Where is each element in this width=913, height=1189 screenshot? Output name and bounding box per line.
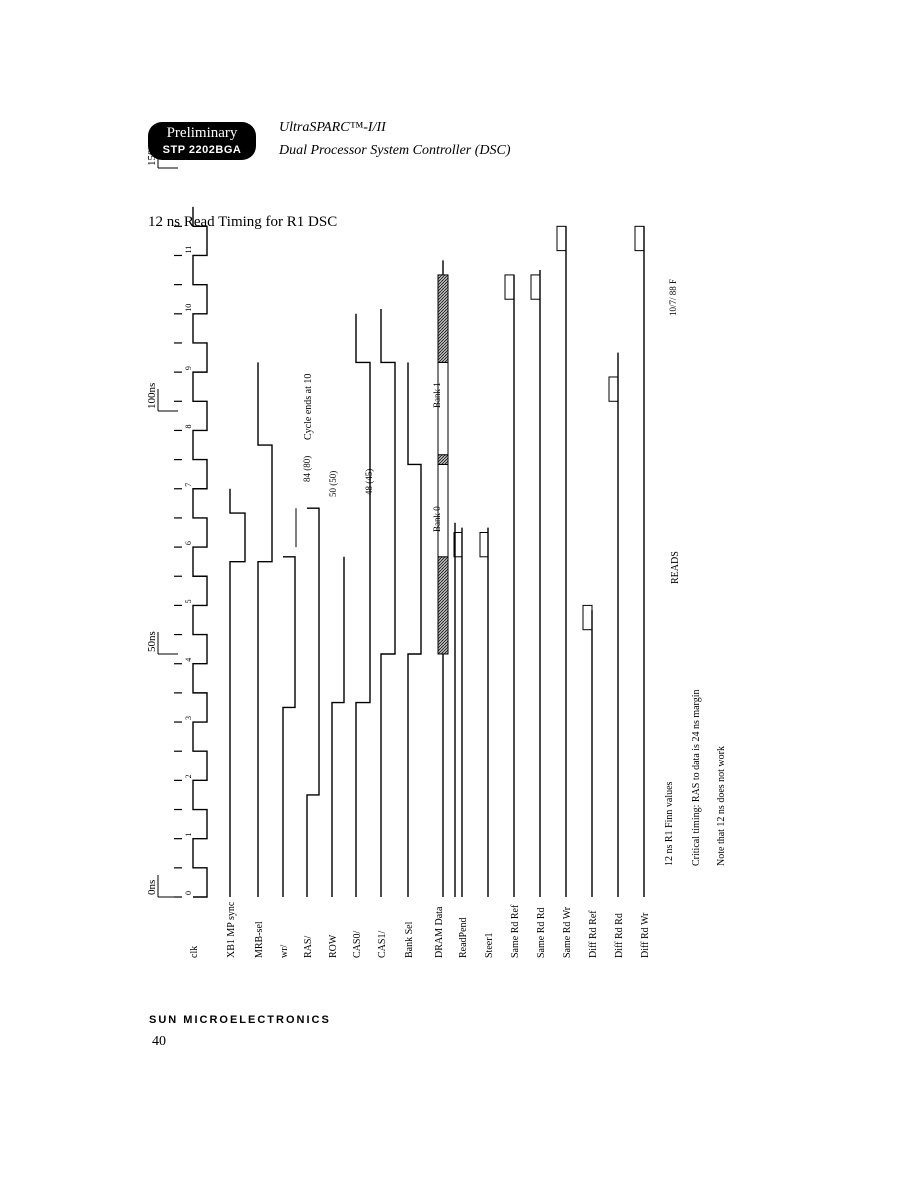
waveform-cas1: [381, 309, 395, 897]
badge-part-number: STP 2202BGA: [162, 144, 242, 156]
annotation-speed: 10/7/ 88 F: [668, 278, 678, 316]
signal-label: Bank Sel: [404, 921, 415, 958]
dram-data-hatched-segment: [438, 455, 448, 465]
signal-label: CAS1/: [377, 930, 388, 958]
cycle-number-label: 5: [184, 599, 193, 604]
waveform-wr: [283, 557, 295, 897]
signal-label: Diff Rd Rd: [614, 913, 625, 958]
signal-label: ROW: [328, 934, 339, 958]
steer1-pulse: [480, 533, 488, 557]
annotation-reads: READS: [670, 551, 681, 584]
waveform-pulse-box: [557, 226, 566, 250]
cycle-number-label: 3: [184, 716, 193, 721]
time-marker-label: 50ns: [146, 631, 158, 652]
waveform-xb1-mp-sync: [230, 489, 245, 897]
section-title: 12 ns Read Timing for R1 DSC: [148, 214, 338, 230]
waveform-pulse-box: [609, 377, 618, 401]
signal-label: XB1 MP sync: [226, 901, 237, 958]
badge-status: Preliminary: [166, 125, 238, 141]
cycle-number-label: 1: [184, 832, 193, 837]
waveform-pulse-box: [635, 226, 644, 250]
waveform-pulse-box: [531, 275, 540, 299]
cycle-number-label: 4: [184, 657, 193, 662]
page-number: 40: [152, 1034, 166, 1049]
footer-brand: [149, 1014, 331, 1026]
annotation-note-1: 12 ns R1 Finn values: [664, 781, 675, 866]
signal-label: ReadPend: [458, 917, 469, 958]
annotation-cas-time: 48 (45): [364, 468, 374, 495]
annotation-cycle-ends: Cycle ends at 10: [303, 373, 314, 440]
dram-data-hatched-segment: [438, 557, 448, 654]
annotation-ras-time: 84 (80): [302, 455, 312, 482]
time-marker-label: 150ns: [146, 139, 158, 166]
footer-brand-text: SUN MICROELECTRONICS: [149, 1014, 331, 1026]
time-marker-label: 100ns: [146, 382, 158, 409]
signal-label: DRAM Data: [434, 906, 445, 958]
annotation-bank0: Bank 0: [432, 506, 442, 532]
waveform-pulse-box: [505, 275, 514, 299]
annotation-note-2: Critical timing: RAS to data is 24 ns margin: [691, 689, 702, 866]
signal-label: Diff Rd Wr: [640, 912, 651, 958]
cycle-number-label: 10: [184, 303, 193, 312]
waveform-pulse-box: [583, 605, 592, 629]
waveform-cas0: [356, 314, 370, 897]
cycle-number-label: 8: [184, 424, 193, 429]
signal-label: Same Rd Wr: [562, 906, 573, 958]
cycle-number-label: 0: [184, 891, 193, 895]
signal-label: Steer1: [484, 932, 495, 958]
signal-label: Same Rd Rd: [536, 907, 547, 958]
cycle-number-label: 6: [184, 541, 193, 546]
annotation-row-time: 50 (50): [328, 470, 338, 497]
waveform-ras: [307, 508, 319, 897]
waveform-bank-sel: [408, 362, 421, 897]
cycle-number-label: 11: [184, 245, 193, 254]
waveform-row: [332, 557, 344, 897]
annotation-note-3: Note that 12 ns does not work: [716, 746, 727, 866]
signal-label: wr/: [279, 944, 290, 958]
signal-label: CAS0/: [352, 930, 363, 958]
product-subtitle: Dual Processor System Controller (DSC): [279, 143, 511, 158]
signal-label: RAS/: [303, 935, 314, 958]
dram-data-hatched-segment: [438, 275, 448, 362]
signal-label: Diff Rd Ref: [588, 910, 599, 958]
annotation-bank1: Bank 1: [432, 382, 442, 408]
cycle-number-label: 7: [184, 482, 193, 487]
waveform-mrb-sel: [258, 362, 272, 897]
product-title: UltraSPARC™-I/II: [279, 120, 386, 135]
cycle-number-label: 9: [184, 366, 193, 371]
clock-waveform: [193, 207, 207, 897]
signal-label: Same Rd Ref: [510, 904, 521, 958]
cycle-number-label: 2: [184, 774, 193, 779]
signal-label: clk: [189, 945, 200, 958]
signal-label: MRB-sel: [254, 921, 265, 958]
time-marker-label: 0ns: [146, 879, 158, 895]
